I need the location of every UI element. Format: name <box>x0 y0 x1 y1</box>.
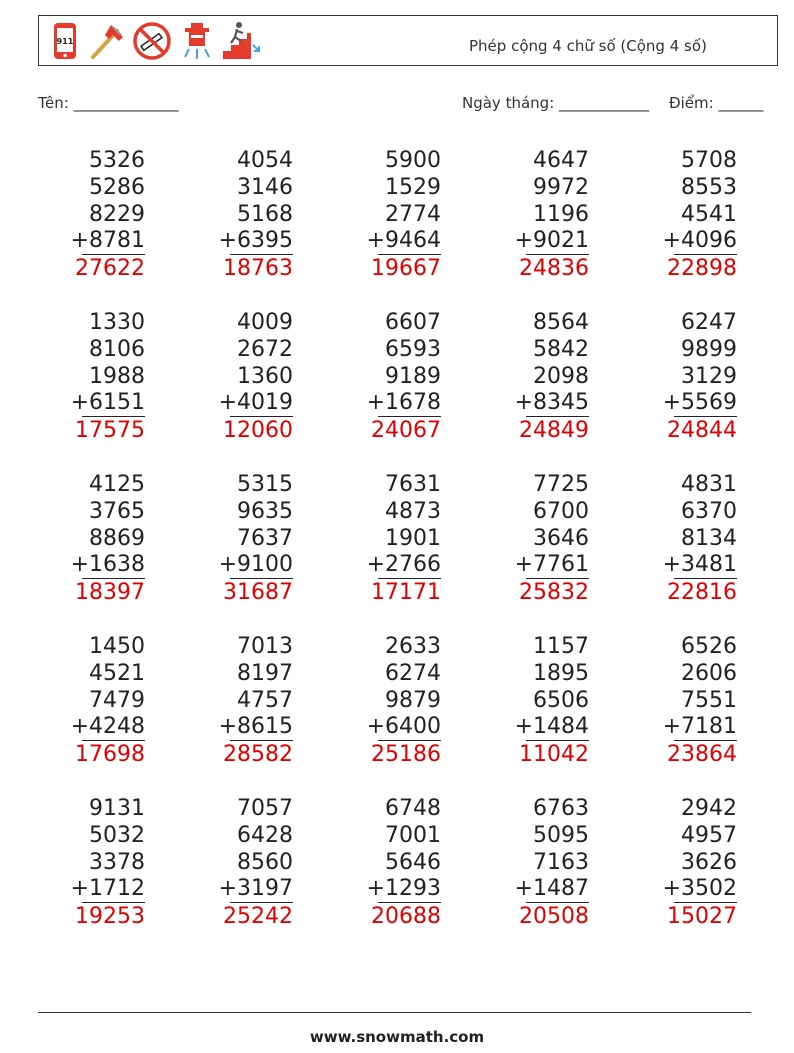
addend-value: 8197 <box>237 661 293 686</box>
sum-rule <box>526 902 589 903</box>
answer-value: 17575 <box>75 418 145 443</box>
addend-value: 4541 <box>681 202 737 227</box>
addend-value: +4248 <box>70 714 145 739</box>
answer-value: 15027 <box>667 904 737 929</box>
addend-value: 6607 <box>385 310 441 335</box>
addend-value: +1678 <box>366 390 441 415</box>
answer-value: 18763 <box>223 256 293 281</box>
problem-2 <box>173 145 293 295</box>
addend-value: 7631 <box>385 472 441 497</box>
addend-value: 2098 <box>533 364 589 389</box>
sum-rule <box>526 740 589 741</box>
problem-14 <box>469 469 589 619</box>
addend-value: +2766 <box>366 552 441 577</box>
addend-value: 6370 <box>681 499 737 524</box>
phone-911-text: 911 <box>56 37 74 46</box>
sum-rule <box>230 902 293 903</box>
sum-rule <box>82 902 145 903</box>
answer-value: 19667 <box>371 256 441 281</box>
addend-value: 2942 <box>681 796 737 821</box>
addend-value: +8615 <box>218 714 293 739</box>
addend-value: +4019 <box>218 390 293 415</box>
addend-value: +6400 <box>366 714 441 739</box>
addend-value: 5286 <box>89 175 145 200</box>
addend-value: 6763 <box>533 796 589 821</box>
addend-value: 3378 <box>89 850 145 875</box>
sum-rule <box>230 578 293 579</box>
problem-22 <box>173 793 293 943</box>
addend-value: +6151 <box>70 390 145 415</box>
problem-13 <box>321 469 441 619</box>
addend-value: +1712 <box>70 876 145 901</box>
problem-21 <box>25 793 145 943</box>
addend-value: +7181 <box>662 714 737 739</box>
footer-site[interactable]: www.snowmath.com <box>309 1028 485 1046</box>
sum-rule <box>82 740 145 741</box>
addend-value: 4831 <box>681 472 737 497</box>
addend-value: 9972 <box>533 175 589 200</box>
addend-value: +8345 <box>514 390 589 415</box>
addend-value: +1487 <box>514 876 589 901</box>
problem-8 <box>321 307 441 457</box>
addend-value: 3765 <box>89 499 145 524</box>
problem-19 <box>469 631 589 781</box>
answer-value: 18397 <box>75 580 145 605</box>
addend-value: 3646 <box>533 526 589 551</box>
addend-value: 4873 <box>385 499 441 524</box>
addend-value: 1529 <box>385 175 441 200</box>
addend-value: 9635 <box>237 499 293 524</box>
addend-value: 5326 <box>89 148 145 173</box>
addend-value: +5569 <box>662 390 737 415</box>
addend-value: 2774 <box>385 202 441 227</box>
addend-value: 7479 <box>89 688 145 713</box>
sum-rule <box>230 254 293 255</box>
problem-17 <box>173 631 293 781</box>
addend-value: 4647 <box>533 148 589 173</box>
addend-value: 5095 <box>533 823 589 848</box>
sum-rule <box>82 416 145 417</box>
addend-value: 7551 <box>681 688 737 713</box>
addend-value: 2672 <box>237 337 293 362</box>
score-field[interactable]: Điểm: ______ <box>669 94 764 112</box>
addend-value: 9189 <box>385 364 441 389</box>
addend-value: 7001 <box>385 823 441 848</box>
addend-value: 1988 <box>89 364 145 389</box>
sum-rule <box>82 578 145 579</box>
sum-rule <box>674 416 737 417</box>
sum-rule <box>230 416 293 417</box>
answer-value: 22816 <box>667 580 737 605</box>
answer-value: 24844 <box>667 418 737 443</box>
addend-value: 5708 <box>681 148 737 173</box>
addend-value: +4096 <box>662 228 737 253</box>
sum-rule <box>378 416 441 417</box>
sum-rule <box>82 254 145 255</box>
sum-rule <box>674 740 737 741</box>
addend-value: 1901 <box>385 526 441 551</box>
answer-value: 28582 <box>223 742 293 767</box>
problem-12 <box>173 469 293 619</box>
answer-value: 20508 <box>519 904 589 929</box>
answer-value: 25242 <box>223 904 293 929</box>
problem-15 <box>617 469 737 619</box>
addend-value: 8560 <box>237 850 293 875</box>
addend-value: 4054 <box>237 148 293 173</box>
problem-25 <box>617 793 737 943</box>
answer-value: 27622 <box>75 256 145 281</box>
sum-rule <box>674 254 737 255</box>
addend-value: +8781 <box>70 228 145 253</box>
name-field[interactable]: Tên: ______________ <box>38 94 179 112</box>
addend-value: 5315 <box>237 472 293 497</box>
addend-value: 6593 <box>385 337 441 362</box>
problem-6 <box>25 307 145 457</box>
problem-23 <box>321 793 441 943</box>
addend-value: 4009 <box>237 310 293 335</box>
addend-value: 6428 <box>237 823 293 848</box>
addend-value: 9131 <box>89 796 145 821</box>
addend-value: 7013 <box>237 634 293 659</box>
addend-value: 8229 <box>89 202 145 227</box>
answer-value: 25832 <box>519 580 589 605</box>
addend-value: 4125 <box>89 472 145 497</box>
answer-value: 24836 <box>519 256 589 281</box>
addend-value: 5032 <box>89 823 145 848</box>
addend-value: 1196 <box>533 202 589 227</box>
addend-value: 6274 <box>385 661 441 686</box>
date-field[interactable]: Ngày tháng: ____________ <box>462 94 650 112</box>
addend-value: +1293 <box>366 876 441 901</box>
answer-value: 31687 <box>223 580 293 605</box>
addend-value: 3626 <box>681 850 737 875</box>
sum-rule <box>526 254 589 255</box>
answer-value: 17171 <box>371 580 441 605</box>
addend-value: 8134 <box>681 526 737 551</box>
answer-value: 19253 <box>75 904 145 929</box>
addend-value: 3129 <box>681 364 737 389</box>
addend-value: 1895 <box>533 661 589 686</box>
addend-value: +7761 <box>514 552 589 577</box>
answer-value: 12060 <box>223 418 293 443</box>
problem-3 <box>321 145 441 295</box>
problem-10 <box>617 307 737 457</box>
addend-value: 6247 <box>681 310 737 335</box>
addend-value: 5900 <box>385 148 441 173</box>
sum-rule <box>674 902 737 903</box>
problem-16 <box>25 631 145 781</box>
answer-value: 17698 <box>75 742 145 767</box>
addend-value: 6506 <box>533 688 589 713</box>
addend-value: +9464 <box>366 228 441 253</box>
addend-value: 6748 <box>385 796 441 821</box>
problem-1 <box>25 145 145 295</box>
answer-value: 25186 <box>371 742 441 767</box>
addend-value: 5842 <box>533 337 589 362</box>
sum-rule <box>378 740 441 741</box>
sum-rule <box>230 740 293 741</box>
sum-rule <box>378 578 441 579</box>
answer-value: 11042 <box>519 742 589 767</box>
addend-value: +3502 <box>662 876 737 901</box>
addend-value: 8106 <box>89 337 145 362</box>
answer-value: 23864 <box>667 742 737 767</box>
problem-5 <box>617 145 737 295</box>
addend-value: 1157 <box>533 634 589 659</box>
addend-value: 4957 <box>681 823 737 848</box>
sum-rule <box>378 902 441 903</box>
addend-value: +3481 <box>662 552 737 577</box>
problem-9 <box>469 307 589 457</box>
problem-20 <box>617 631 737 781</box>
addend-value: 1360 <box>237 364 293 389</box>
answer-value: 24849 <box>519 418 589 443</box>
sum-rule <box>526 416 589 417</box>
addend-value: +6395 <box>218 228 293 253</box>
answer-value: 20688 <box>371 904 441 929</box>
addend-value: 3146 <box>237 175 293 200</box>
addend-value: 7163 <box>533 850 589 875</box>
addend-value: 4521 <box>89 661 145 686</box>
addend-value: 5646 <box>385 850 441 875</box>
addend-value: 8869 <box>89 526 145 551</box>
problem-4 <box>469 145 589 295</box>
addend-value: 4757 <box>237 688 293 713</box>
addend-value: +9100 <box>218 552 293 577</box>
addend-value: 7637 <box>237 526 293 551</box>
problem-24 <box>469 793 589 943</box>
addend-value: +1484 <box>514 714 589 739</box>
addend-value: 6526 <box>681 634 737 659</box>
page-title: Phép cộng 4 chữ số (Cộng 4 số) <box>469 37 707 55</box>
addend-value: 7057 <box>237 796 293 821</box>
addend-value: 9879 <box>385 688 441 713</box>
problem-18 <box>321 631 441 781</box>
addend-value: 2606 <box>681 661 737 686</box>
footer-divider <box>38 1012 751 1013</box>
addend-value: 1330 <box>89 310 145 335</box>
sum-rule <box>674 578 737 579</box>
addend-value: 7725 <box>533 472 589 497</box>
addend-value: 5168 <box>237 202 293 227</box>
sum-rule <box>526 578 589 579</box>
addend-value: 2633 <box>385 634 441 659</box>
addend-value: +1638 <box>70 552 145 577</box>
addend-value: 1450 <box>89 634 145 659</box>
problem-7 <box>173 307 293 457</box>
addend-value: +9021 <box>514 228 589 253</box>
sum-rule <box>378 254 441 255</box>
addend-value: 6700 <box>533 499 589 524</box>
addend-value: +3197 <box>218 876 293 901</box>
addend-value: 9899 <box>681 337 737 362</box>
answer-value: 24067 <box>371 418 441 443</box>
addend-value: 8564 <box>533 310 589 335</box>
addend-value: 8553 <box>681 175 737 200</box>
answer-value: 22898 <box>667 256 737 281</box>
problem-11 <box>25 469 145 619</box>
